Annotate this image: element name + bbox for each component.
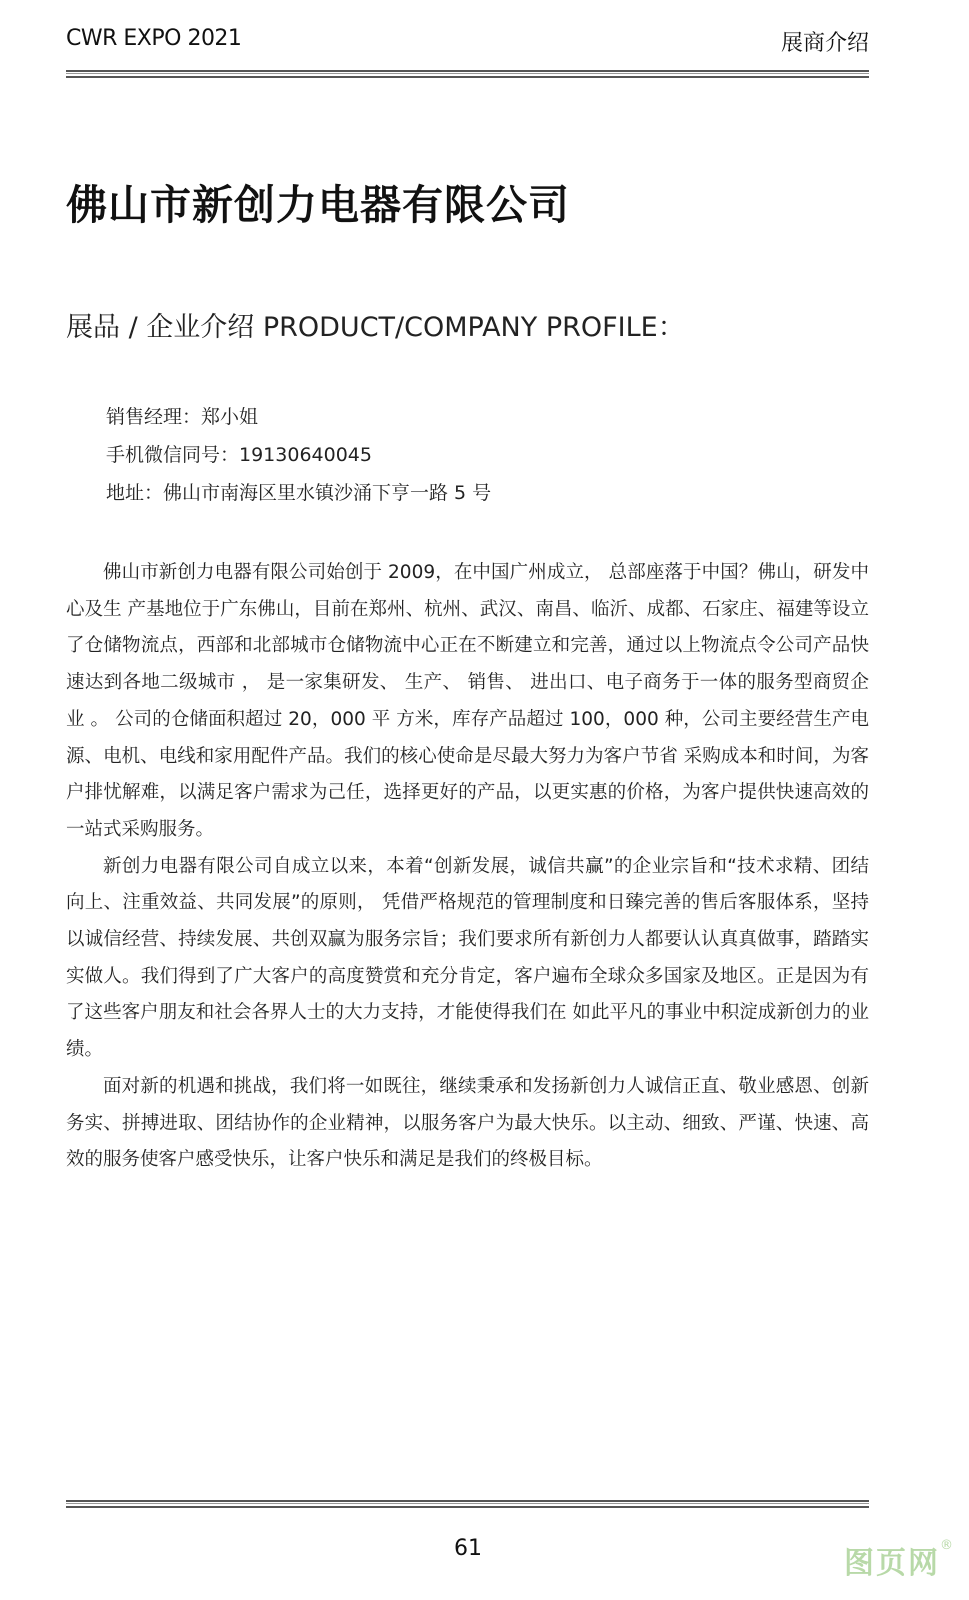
watermark-text: 图页网 xyxy=(844,1546,940,1581)
contact-info xyxy=(106,398,866,512)
contact-phone: 手机微信同号：19130640045 xyxy=(106,444,372,466)
section-title: 展品 / 企业介绍 PRODUCT/COMPANY PROFILE： xyxy=(66,312,685,343)
contact-sales-manager: 销售经理：郑小姐 xyxy=(106,406,259,428)
company-profile-body xyxy=(66,555,869,1179)
contact-address: 地址：佛山市南海区里水镇沙涌下亨一路 5 号 xyxy=(106,482,492,504)
profile-paragraph-1: 佛山市新创力电器有限公司始创于 2009，在中国广州成立， 总部座落于中国？佛山，研发中心及生 产基地位于广东佛山，目前在郑州、杭州、武汉、南昌、临沂、成都、石家庄、福建等设立了仓储物流点，西部和北部城市仓储物流中心正在不断建立和完善，通过以上物流点令公司产品快速达到各地二级城市 ， 是一家集研发、 生产、 销售、 进出口、电子商务于一体的服务型商贸企业 。 公司的仓储面积超过 20，000 平 方米，库存产品超过 100，000 种，公司主要经营生产电源、电机、电线和家用配件产品。我们的核心使命是尽最大努力为客户节省 采购成本和时间，为客户排忧解难，以满足客户需求为己任，选择更好的产品，以更实惠的价格，为客户提供快速高效的一站式采购服务。 xyxy=(66,562,869,840)
watermark-logo xyxy=(844,1538,955,1582)
header-expo-title: CWR EXPO 2021 xyxy=(66,26,242,51)
company-title: 佛山市新创力电器有限公司 xyxy=(66,181,570,229)
header-divider xyxy=(66,70,869,78)
footer-divider xyxy=(66,1500,869,1508)
profile-paragraph-3: 面对新的机遇和挑战，我们将一如既往，继续秉承和发扬新创力人诚信正直、敬业感恩、创新务实、拼搏进取、团结协作的企业精神，以服务客户为最大快乐。以主动、细致、严谨、快速、高效的服务使客户感受快乐，让客户快乐和满足是我们的终极目标。 xyxy=(66,1075,869,1171)
header-section-label: 展商介绍 xyxy=(780,31,869,56)
profile-paragraph-2: 新创力电器有限公司自成立以来，本着“创新发展，诚信共赢”的企业宗旨和“技术求精、团结向上、注重效益、共同发展”的原则， 凭借严格规范的管理制度和日臻完善的售后客服体系，坚持以诚信经营、持续发展、共创双赢为服务宗旨；我们要求所有新创力人都要认认真真做事，踏踏实实做人。我们得到了广大客户的高度赞赏和充分肯定，客户遍布全球众多国家及地区。正是因为有了这些客户朋友和社会各界人士的大力支持，才能使得我们在 如此平凡的事业中积淀成新创力的业绩。 xyxy=(66,855,869,1061)
page-number: 61 xyxy=(454,1536,482,1561)
registered-mark: ® xyxy=(940,1538,955,1553)
